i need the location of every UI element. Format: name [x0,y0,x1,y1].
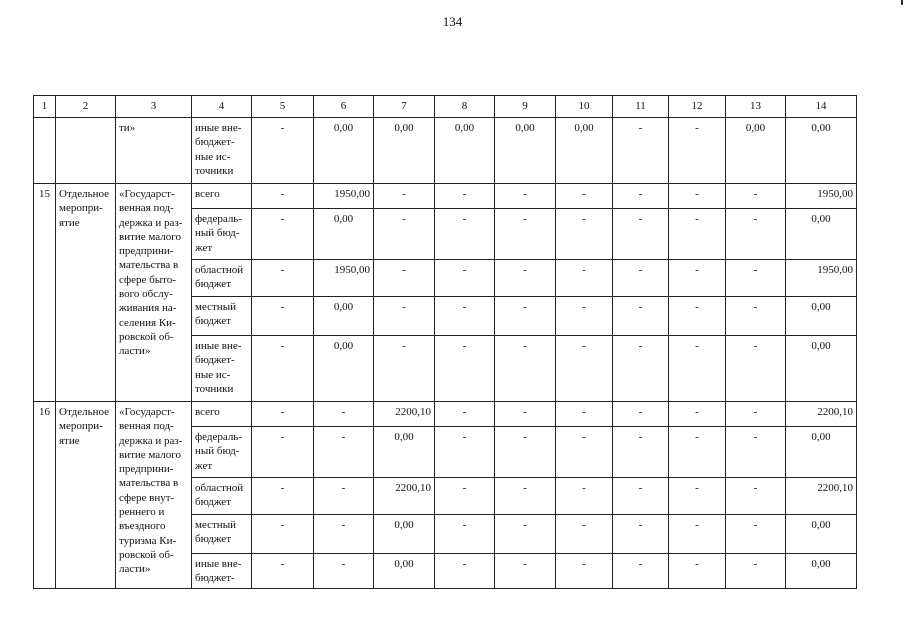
table-row [34,402,857,427]
col-header: 8 [435,96,495,118]
row-number-cell: 16 [34,402,56,589]
value-cell: - [613,184,669,209]
value-cell: - [252,427,314,478]
budget-table [33,95,857,589]
status-cell: Отдельное меропри-ятие [56,184,116,402]
value-cell: - [613,297,669,336]
value-cell: - [613,427,669,478]
col-header: 1 [34,96,56,118]
value-cell: - [726,260,786,297]
status-cell [56,118,116,184]
value-cell: - [252,184,314,209]
funding-source-cell: иные вне-бюджет-ные ис-точники [192,118,252,184]
value-cell: - [435,209,495,260]
value-cell: - [726,515,786,554]
value-cell: - [669,297,726,336]
value-cell: 2200,10 [374,402,435,427]
value-cell: - [252,297,314,336]
program-name-cell: ти» [116,118,192,184]
value-cell: - [669,118,726,184]
value-cell: 0,00 [556,118,613,184]
value-cell: - [252,118,314,184]
total-cell: 0,00 [786,554,857,589]
value-cell: - [613,336,669,402]
value-cell: 0,00 [314,297,374,336]
total-cell: 0,00 [786,118,857,184]
funding-source-cell: областной бюджет [192,260,252,297]
value-cell: 0,00 [374,118,435,184]
value-cell: - [314,427,374,478]
total-cell: 1950,00 [786,260,857,297]
value-cell: - [556,260,613,297]
total-cell: 0,00 [786,209,857,260]
value-cell: - [556,336,613,402]
value-cell: - [669,427,726,478]
value-cell: - [556,478,613,515]
value-cell: - [726,427,786,478]
col-header: 11 [613,96,669,118]
value-cell: 0,00 [495,118,556,184]
value-cell: - [556,554,613,589]
col-header: 3 [116,96,192,118]
value-cell: 1950,00 [314,260,374,297]
value-cell: - [374,209,435,260]
program-name-cell: «Государст-венная под-держка и раз-витие малого предприни-мательства в сфере внут-реннего и въездного туризма Ки-ровской об-ласти» [116,402,192,589]
value-cell: 0,00 [314,209,374,260]
value-cell: - [613,402,669,427]
value-cell: - [252,515,314,554]
col-header: 4 [192,96,252,118]
value-cell: - [435,515,495,554]
funding-source-cell: местный бюджет [192,515,252,554]
program-name-cell: «Государст-венная под-держка и раз-витие малого предприни-мательства в сфере быто-вого обслу-живания на-селения Ки-ровской об-ласти» [116,184,192,402]
value-cell: - [495,260,556,297]
total-cell: 0,00 [786,515,857,554]
value-cell: - [314,554,374,589]
value-cell: 0,00 [314,118,374,184]
header-row [34,96,857,118]
value-cell: - [495,209,556,260]
scan-artifact [901,0,903,5]
value-cell: 0,00 [726,118,786,184]
value-cell: - [374,184,435,209]
value-cell: - [252,478,314,515]
value-cell: - [613,260,669,297]
total-cell: 2200,10 [786,402,857,427]
col-header: 13 [726,96,786,118]
funding-source-cell: местный бюджет [192,297,252,336]
col-header: 6 [314,96,374,118]
value-cell: - [435,478,495,515]
value-cell: - [252,209,314,260]
value-cell: - [495,427,556,478]
value-cell: - [495,515,556,554]
total-cell: 0,00 [786,336,857,402]
value-cell: - [374,297,435,336]
value-cell: - [314,515,374,554]
value-cell: - [252,402,314,427]
value-cell: - [726,297,786,336]
value-cell: - [669,260,726,297]
value-cell: - [669,554,726,589]
value-cell: - [669,209,726,260]
value-cell: - [374,336,435,402]
value-cell: - [669,336,726,402]
value-cell: - [613,118,669,184]
value-cell: - [669,184,726,209]
value-cell: 0,00 [435,118,495,184]
value-cell: - [726,336,786,402]
row-number-cell: 15 [34,184,56,402]
funding-source-cell: областной бюджет [192,478,252,515]
total-cell: 0,00 [786,427,857,478]
col-header: 5 [252,96,314,118]
value-cell: - [435,336,495,402]
value-cell: - [495,478,556,515]
value-cell: - [556,515,613,554]
value-cell: - [495,184,556,209]
value-cell: - [556,402,613,427]
value-cell: - [726,209,786,260]
value-cell: - [613,554,669,589]
funding-source-cell: всего [192,402,252,427]
value-cell: - [556,209,613,260]
total-cell: 0,00 [786,297,857,336]
value-cell: - [726,402,786,427]
value-cell: - [556,297,613,336]
funding-source-cell: иные вне-бюджет-ные ис-точники [192,336,252,402]
funding-source-cell: иные вне-бюджет- [192,554,252,589]
col-header: 2 [56,96,116,118]
table-row [34,118,857,184]
value-cell: 0,00 [374,427,435,478]
value-cell: - [669,402,726,427]
value-cell: 0,00 [374,554,435,589]
funding-source-cell: федераль-ный бюд-жет [192,209,252,260]
value-cell: - [252,336,314,402]
value-cell: - [726,478,786,515]
value-cell: - [435,297,495,336]
value-cell: - [495,297,556,336]
value-cell: - [669,478,726,515]
value-cell: - [435,402,495,427]
value-cell: - [556,184,613,209]
value-cell: - [495,402,556,427]
value-cell: - [726,554,786,589]
funding-source-cell: федераль-ный бюд-жет [192,427,252,478]
value-cell: - [726,184,786,209]
value-cell: - [435,260,495,297]
col-header: 14 [786,96,857,118]
value-cell: - [495,336,556,402]
value-cell: - [374,260,435,297]
value-cell: 1950,00 [314,184,374,209]
value-cell: - [495,554,556,589]
row-number-cell [34,118,56,184]
value-cell: - [556,427,613,478]
col-header: 10 [556,96,613,118]
table-row [34,184,857,209]
value-cell: - [613,515,669,554]
total-cell: 1950,00 [786,184,857,209]
status-cell: Отдельное меропри-ятие [56,402,116,589]
total-cell: 2200,10 [786,478,857,515]
col-header: 7 [374,96,435,118]
value-cell: 0,00 [374,515,435,554]
value-cell: - [435,427,495,478]
value-cell: - [314,402,374,427]
page-number: 134 [442,14,463,29]
funding-source-cell: всего [192,184,252,209]
value-cell: - [435,554,495,589]
value-cell: - [669,515,726,554]
value-cell: - [252,260,314,297]
col-header: 12 [669,96,726,118]
value-cell: 2200,10 [374,478,435,515]
value-cell: - [252,554,314,589]
value-cell: 0,00 [314,336,374,402]
value-cell: - [314,478,374,515]
value-cell: - [613,478,669,515]
col-header: 9 [495,96,556,118]
value-cell: - [613,209,669,260]
value-cell: - [435,184,495,209]
